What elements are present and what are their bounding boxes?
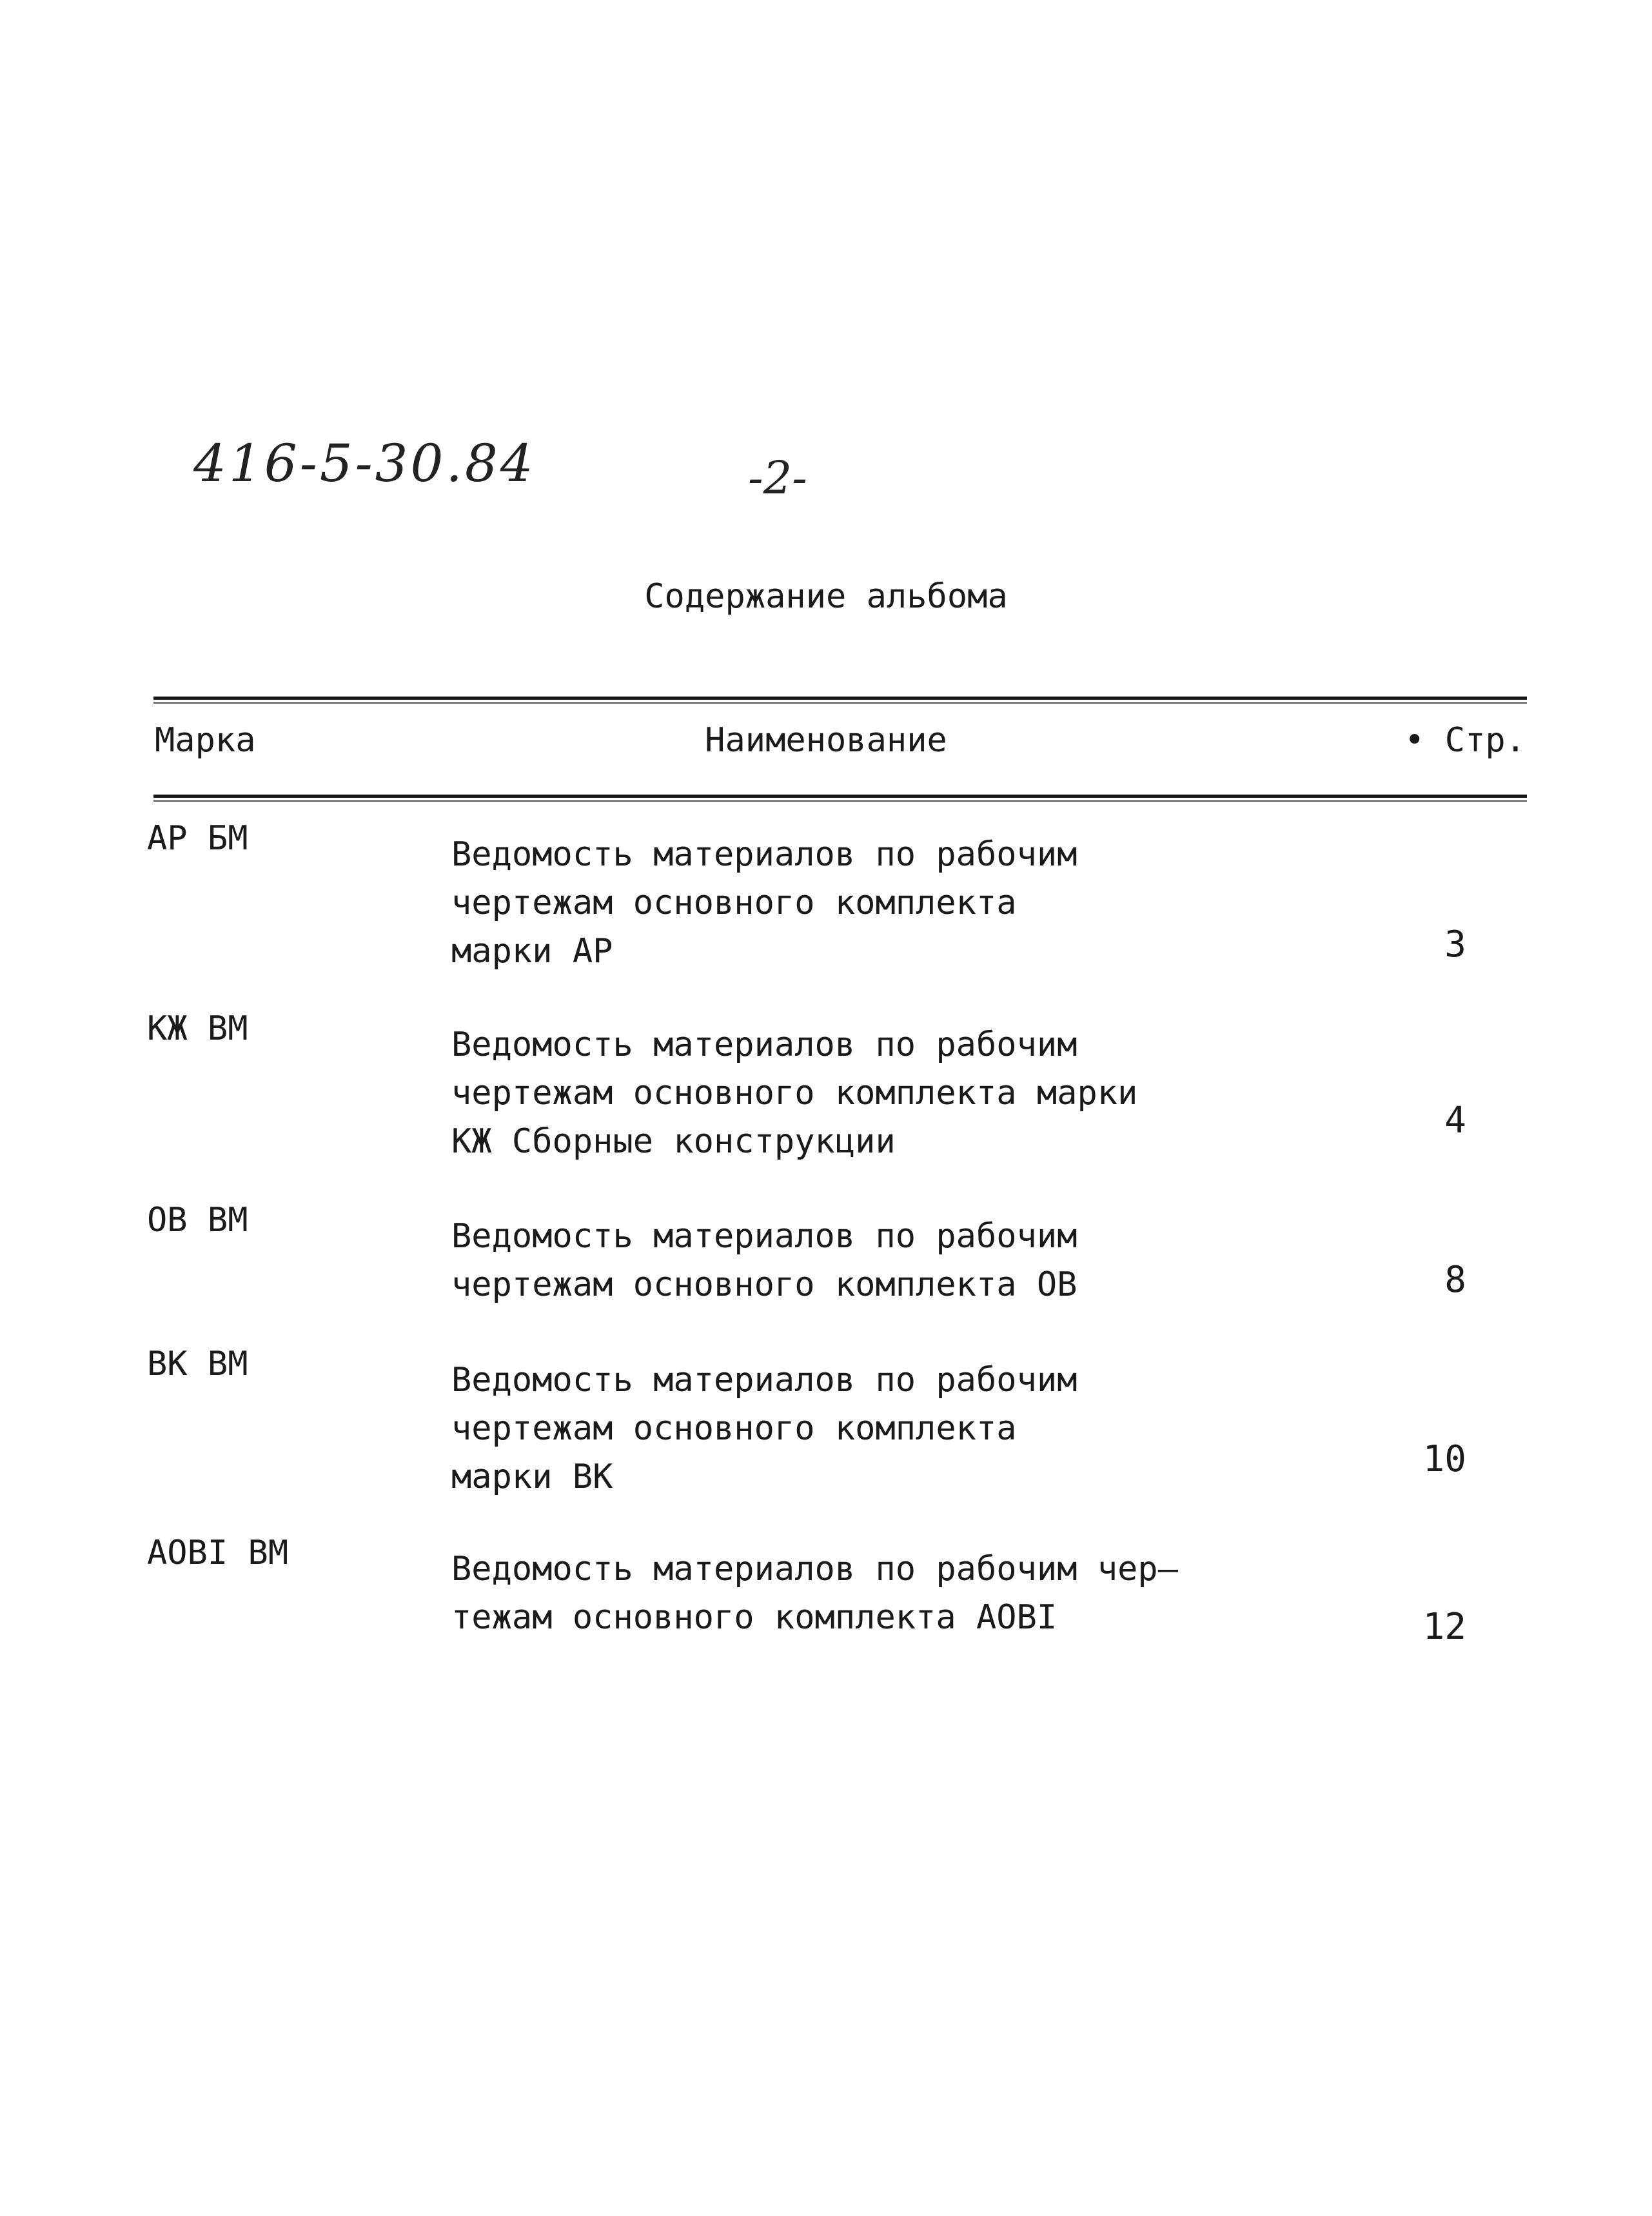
row-mark: ВК ВМ [147, 1345, 248, 1383]
row-name-line: Ведомость материалов по рабочим чер– [451, 1550, 1179, 1588]
row-name [451, 1356, 1077, 1501]
table-top-rule [153, 697, 1527, 700]
column-header-page: • Стр. [1404, 721, 1526, 760]
row-page: 4 [1444, 1100, 1466, 1142]
row-page: 10 [1422, 1438, 1466, 1480]
row-name-line: Ведомость материалов по рабочим [451, 1361, 1077, 1400]
row-name-line: Ведомость материалов по рабочим [451, 1025, 1077, 1064]
row-page: 12 [1422, 1606, 1466, 1648]
row-page: 3 [1444, 924, 1466, 965]
row-name-line: чертежам основного комплекта ОВ [451, 1265, 1077, 1304]
row-name-line: Ведомость материалов по рабочим [451, 1217, 1077, 1256]
row-page: 8 [1444, 1259, 1466, 1301]
page-title: Содержание альбома [644, 577, 1008, 616]
column-header-name: Наименование [705, 721, 947, 760]
row-mark: АР БМ [147, 819, 248, 858]
row-name-line: чертежам основного комплекта [451, 1409, 1017, 1448]
row-name-line: марки АР [451, 932, 613, 971]
row-name-line: марки ВК [451, 1458, 613, 1496]
row-name [451, 1212, 1077, 1309]
row-name [451, 831, 1077, 976]
page-number: -2- [748, 451, 807, 504]
row-mark: ОВ ВМ [147, 1201, 248, 1240]
row-name-line: чертежам основного комплекта [451, 884, 1017, 922]
document-code: 416-5-30.84 [193, 433, 536, 493]
column-header-mark: Марка [155, 721, 256, 760]
row-mark: АОВI ВМ [147, 1534, 289, 1572]
row-name-line: КЖ Сборные конструкции [451, 1122, 896, 1161]
row-name [451, 1021, 1137, 1166]
row-name [451, 1545, 1178, 1642]
row-name-line: чертежам основного комплекта марки [451, 1074, 1138, 1113]
table-header-rule [153, 795, 1527, 798]
row-mark: КЖ ВМ [147, 1009, 248, 1048]
row-name-line: Ведомость материалов по рабочим [451, 835, 1077, 874]
row-name-line: тежам основного комплекта АОВI [451, 1598, 1057, 1637]
